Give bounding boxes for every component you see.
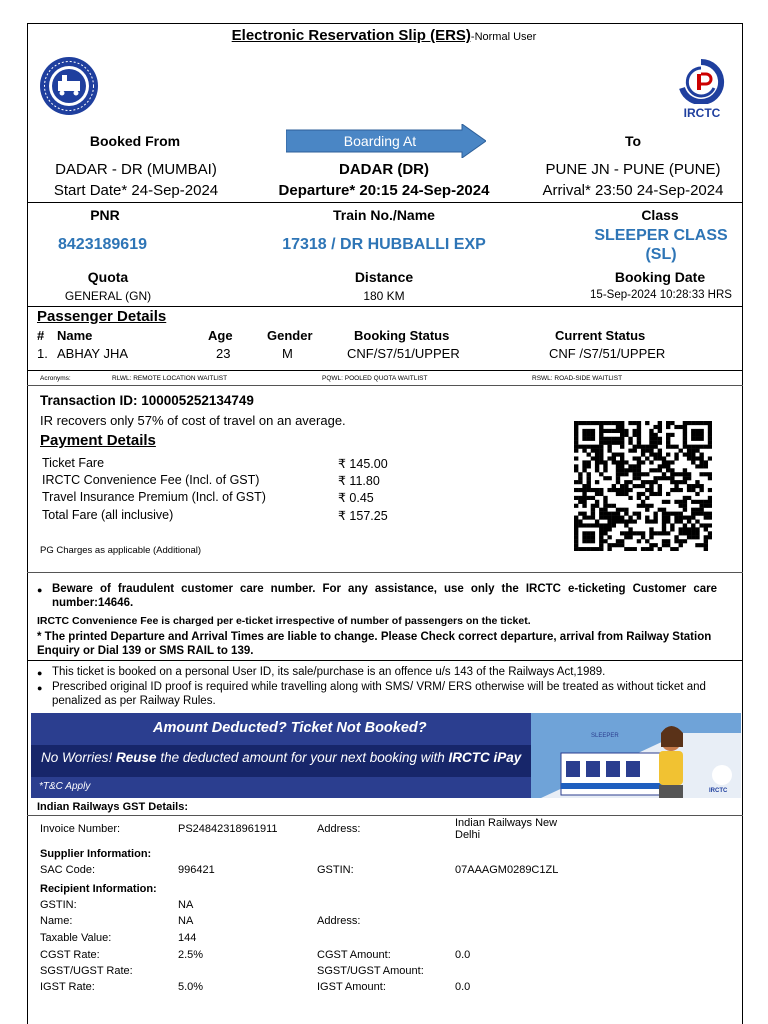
divider	[27, 306, 743, 307]
quota-value: GENERAL (GN)	[64, 289, 152, 303]
passenger-gender: M	[282, 346, 293, 361]
col-current-status: Current Status	[555, 328, 646, 343]
boarding-at-label: Boarding At	[343, 133, 417, 149]
banner-tnc: *T&C Apply	[39, 781, 91, 792]
pnr-label: PNR	[90, 207, 120, 223]
divider	[27, 202, 743, 203]
banner-line-a: No Worries!	[41, 750, 113, 765]
from-station: DADAR - DR (MUMBAI)	[55, 161, 217, 178]
to-station: PUNE JN - PUNE (PUNE)	[545, 161, 721, 178]
booking-date-value: 15-Sep-2024 10:28:33 HRS	[590, 289, 732, 301]
recipient-gstin-value: NA	[178, 899, 194, 911]
payment-row	[42, 490, 402, 504]
recipient-info-label: Recipient Information:	[40, 883, 157, 895]
taxable-value: 144	[178, 932, 197, 944]
banner-line-b: Reuse	[116, 750, 157, 765]
divider	[27, 660, 743, 661]
ers-title: Electronic Reservation Slip (ERS)	[231, 27, 471, 44]
departure-time: Departure* 20:15 24-Sep-2024	[278, 182, 490, 199]
distance-value: 180 KM	[363, 289, 405, 303]
transaction-id: Transaction ID: 100005252134749	[40, 393, 254, 408]
acronym-rlwl: RLWL: REMOTE LOCATION WAITLIST	[112, 375, 228, 382]
payment-label: IRCTC Convenience Fee (Incl. of GST)	[42, 473, 260, 487]
passenger-age: 23	[216, 346, 231, 361]
payment-label: Ticket Fare	[42, 456, 105, 470]
indian-railways-logo	[38, 55, 100, 117]
recipient-name-label: Name:	[40, 915, 73, 927]
class-value-line2: (SL)	[645, 246, 677, 263]
payment-value: ₹ 145.00	[338, 457, 388, 471]
passenger-booking-status: CNF/S7/51/UPPER	[347, 346, 460, 361]
divider	[27, 370, 743, 371]
pnr-value: 8423189619	[58, 236, 147, 253]
banner-line-c: the deducted amount for your next booking with	[160, 750, 445, 765]
acronyms-label: Acronyms:	[40, 375, 71, 382]
booking-date-label: Booking Date	[614, 269, 706, 285]
passenger-details-title: Passenger Details	[37, 308, 167, 325]
banner-message	[41, 750, 521, 765]
cgst-rate-value: 2.5%	[178, 949, 204, 961]
id-proof-note: Prescribed original ID proof is required while travelling along with SMS/ VRM/ ERS otherwise will be treated as without ticket and penalized as per Railway Rules.	[52, 681, 706, 707]
invoice-label: Invoice Number:	[40, 823, 121, 835]
fraud-warning: Beware of fraudulent customer care number. For any assistance, use only the IRCTC e-ticketing Customer care number:14646.	[52, 583, 717, 609]
supplier-info-label: Supplier Information:	[40, 848, 152, 860]
to-label: To	[624, 133, 642, 149]
payment-label: Total Fare (all inclusive)	[42, 508, 174, 522]
irctc-logo	[670, 58, 732, 104]
ers-subtitle: -Normal User	[470, 31, 537, 43]
distance-label: Distance	[354, 269, 414, 285]
payment-value: ₹ 0.45	[338, 491, 374, 505]
cgst-rate-label: CGST Rate:	[40, 949, 100, 961]
class-label: Class	[641, 207, 679, 223]
personal-id-note: This ticket is booked on a personal User ID, its sale/purchase is an offence u/s 143 of the Railways Act,1989.	[52, 666, 606, 678]
quota-label: Quota	[87, 269, 129, 285]
payment-row	[42, 456, 402, 470]
acronym-rswl: RSWL: ROAD-SIDE WAITLIST	[532, 375, 623, 382]
col-booking-status: Booking Status	[354, 328, 450, 343]
irctc-ipay-banner[interactable]	[31, 713, 741, 798]
col-name: Name	[57, 328, 93, 343]
timing-note: * The printed Departure and Arrival Times are liable to change. Please Check correct departure, arrival from Railway Station Enquiry or Dial 139 or SMS RAIL to 139.	[37, 631, 712, 657]
booked-from-label: Booked From	[89, 133, 181, 149]
cgst-amount-value: 0.0	[455, 949, 471, 961]
recipient-address-label: Address:	[317, 915, 361, 927]
arrival-time: Arrival* 23:50 24-Sep-2024	[542, 182, 724, 199]
igst-rate-label: IGST Rate:	[40, 981, 95, 993]
sgst-rate-label: SGST/UGST Rate:	[40, 965, 133, 977]
bullet-icon: ●	[37, 683, 43, 693]
irctc-logo-text: IRCTC	[683, 106, 721, 120]
sgst-amount-label: SGST/UGST Amount:	[317, 965, 424, 977]
passenger-num: 1.	[37, 346, 48, 361]
convenience-fee-note: IRCTC Convenience Fee is charged per e-ticket irrespective of number of passengers on the ticket.	[37, 615, 531, 627]
cgst-amount-label: CGST Amount:	[317, 949, 391, 961]
payment-row	[42, 473, 402, 487]
payment-details-title: Payment Details	[40, 432, 156, 449]
boarding-station: DADAR (DR)	[339, 161, 429, 178]
gst-title: Indian Railways GST Details:	[37, 801, 188, 813]
sac-label: SAC Code:	[40, 864, 96, 876]
address-line2: Delhi	[455, 829, 481, 841]
supplier-gstin-label: GSTIN:	[317, 864, 354, 876]
train-value: 17318 / DR HUBBALLI EXP	[282, 236, 486, 253]
supplier-gstin-value: 07AAAGM0289C1ZL	[455, 864, 559, 876]
bullet-icon: ●	[37, 585, 43, 595]
divider	[27, 815, 743, 816]
sac-value: 996421	[178, 864, 215, 876]
divider	[27, 385, 743, 386]
ticket-title	[0, 27, 768, 44]
train-label: Train No./Name	[333, 207, 435, 223]
passenger-name: ABHAY JHA	[57, 346, 129, 361]
cost-recovery-note: IR recovers only 57% of cost of travel on an average.	[40, 413, 346, 428]
banner-headline: Amount Deducted? Ticket Not Booked?	[153, 720, 427, 736]
igst-rate-value: 5.0%	[178, 981, 204, 993]
address-label: Address:	[317, 823, 361, 835]
train-label: SLEEPER	[591, 733, 619, 739]
address-line1: Indian Railways New	[455, 817, 558, 829]
taxable-label: Taxable Value:	[40, 932, 112, 944]
qr-code	[574, 421, 712, 551]
bullet-icon: ●	[37, 668, 43, 678]
invoice-value: PS24842318961911	[178, 823, 278, 835]
payment-label: Travel Insurance Premium (Incl. of GST)	[42, 490, 266, 504]
payment-value: ₹ 157.25	[338, 509, 388, 523]
train-illustration-icon	[531, 713, 741, 798]
payment-value: ₹ 11.80	[338, 474, 380, 488]
col-age: Age	[208, 328, 233, 343]
acronym-pqwl: PQWL: POOLED QUOTA WAITLIST	[322, 375, 428, 382]
payment-row	[42, 508, 402, 522]
col-num: #	[37, 328, 45, 343]
passenger-current-status: CNF /S7/51/UPPER	[549, 346, 666, 361]
pg-charges-note: PG Charges as applicable (Additional)	[40, 545, 202, 556]
igst-amount-value: 0.0	[455, 981, 471, 993]
igst-amount-label: IGST Amount:	[317, 981, 386, 993]
recipient-gstin-label: GSTIN:	[40, 899, 77, 911]
divider	[27, 572, 743, 573]
col-gender: Gender	[267, 328, 313, 343]
recipient-name-value: NA	[178, 915, 194, 927]
banner-line-d: IRCTC iPay	[448, 750, 522, 765]
class-value-line1: SLEEPER CLASS	[594, 227, 728, 244]
start-date: Start Date* 24-Sep-2024	[53, 182, 219, 199]
banner-irctc-text: IRCTC	[709, 788, 728, 794]
